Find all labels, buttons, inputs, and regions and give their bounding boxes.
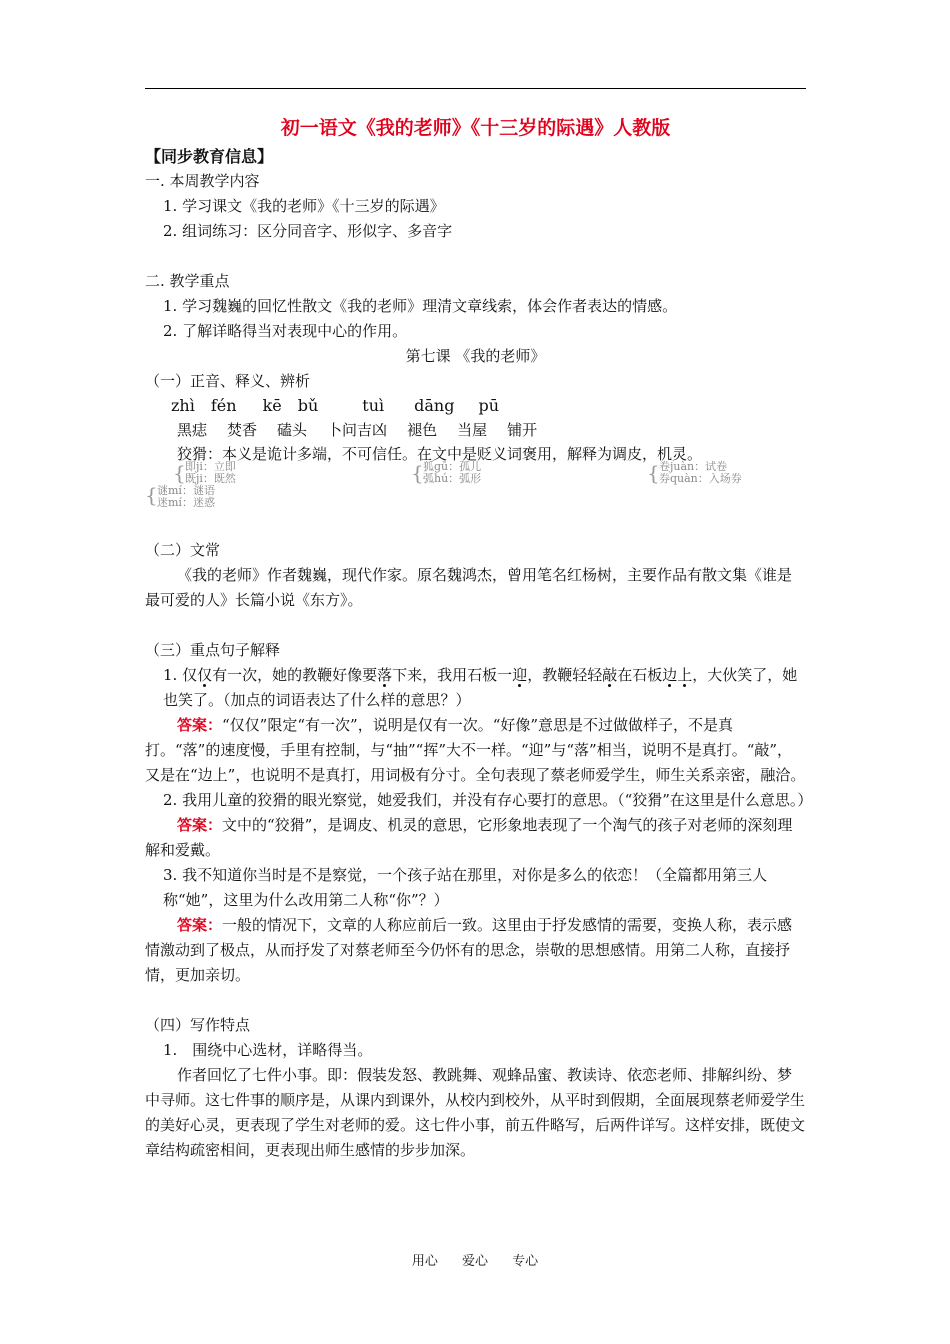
footer-word: 用心 xyxy=(411,1254,438,1269)
word: 铺开 xyxy=(507,421,538,439)
compare-item: 狐gū：孤儿 xyxy=(423,460,482,473)
word: 卜问吉凶 xyxy=(327,421,388,439)
footer-word: 专心 xyxy=(512,1254,539,1269)
pinyin: dāng xyxy=(414,396,455,415)
header-rule xyxy=(145,88,806,89)
answer-1: 答案：“仅仅”限定“有一次”，说明是仅有一次。“好像”意思是不过做做样子，不是真打。“落”的速度慢，手里有控制，与“抽”“挥”大不一样。“迎”与“落”相当，说明不是真打。“敲”，又是在“边上”，也说明不是真打，用词极有分寸。全句表现了蔡老师爱学生，师生关系亲密，融洽。 xyxy=(145,716,806,784)
answer-2: 答案：文中的“狡猾”，是调皮、机灵的意思，它形象地表现了一个淘气的孩子对老师的深刻理解和爱戴。 xyxy=(145,816,793,859)
pinyin-row xyxy=(145,394,806,418)
footer-word: 爱心 xyxy=(461,1254,488,1269)
part2-item: 1. 学习魏巍的回忆性散文《我的老师》理清文章线索，体会作者表达的情感。 xyxy=(163,297,678,315)
part1-item: 1. 学习课文《我的老师》《十三岁的际遇》 xyxy=(163,197,445,215)
compare-item: 弧hú：弧形 xyxy=(423,472,482,485)
part2-item: 2. 了解详略得当对表现中心的作用。 xyxy=(163,322,408,340)
document-body xyxy=(145,114,813,1163)
answer-3: 答案：一般的情况下，文章的人称应前后一致。这里由于抒发感情的需要，变换人称，表示感情激动到了极点，从而抒发了对蔡老师至今仍怀有的思念，崇敬的思想感情。用第二人称，直接抒情，更加亲切。 xyxy=(145,916,793,984)
compare-item: 卷juàn：试卷 xyxy=(659,460,728,473)
word: 当屋 xyxy=(457,421,488,439)
s1-heading: （一）正音、释义、辨析 xyxy=(145,372,311,390)
compare-item: 券quàn：入场券 xyxy=(659,472,742,485)
document-title: 初一语文《我的老师》《十三岁的际遇》人教版 xyxy=(280,117,671,139)
pinyin: pū xyxy=(478,396,500,415)
pinyin: kē xyxy=(262,396,282,415)
pinyin: fén xyxy=(210,396,237,415)
question-2: 2. 我用儿童的狡猾的眼光察觉，她爱我们，并没有存心要打的意思。（“狡猾”在这里是什么意思。） xyxy=(163,791,813,809)
question-1: 1. 仅仅有一次，她的教鞭好像要落下来，我用石板一迎，教鞭轻轻敲在石板边上，大伙笑了，她也笑了。（加点的词语表达了什么样的意思？） xyxy=(163,666,798,709)
compare-item: 即ji：立即 xyxy=(185,460,236,473)
part1-heading: 一. 本周教学内容 xyxy=(145,172,260,190)
section-header: 【同步教育信息】 xyxy=(145,147,274,166)
pinyin: bǔ xyxy=(297,396,319,415)
question-3: 3. 我不知道你当时是不是察觉，一个孩子站在那里，对你是多么的依恋！（全篇都用第三人称“她”，这里为什么改用第二人称“你”？） xyxy=(163,866,768,909)
compare-item: 谜mí：谜语 xyxy=(157,484,215,497)
compare-item: 既ji：既然 xyxy=(185,472,236,485)
note-jiaohua: 狡猾：本义是诡计多端，不可信任。在文中是贬义词褒用，解释为调皮，机灵。 xyxy=(177,445,703,463)
word: 焚香 xyxy=(227,421,258,439)
s4-heading: （四）写作特点 xyxy=(145,1016,251,1034)
compare-item: 迷mí：迷惑 xyxy=(157,496,215,509)
word: 黑痣 xyxy=(177,421,208,439)
s3-heading: （三）重点句子解释 xyxy=(145,641,281,659)
part1-item: 2. 组词练习：区分同音字、形似字、多音字 xyxy=(163,222,453,240)
part2-heading: 二. 教学重点 xyxy=(145,272,230,290)
s2-heading: （二）文常 xyxy=(145,541,221,559)
pinyin: zhì xyxy=(171,396,195,415)
page-footer xyxy=(0,1250,950,1269)
s4-item-1: 1. 围绕中心选材，详略得当。 xyxy=(163,1041,373,1059)
word: 褪色 xyxy=(407,421,438,439)
s2-text: 《我的老师》作者魏巍，现代作家。原名魏鸿杰，曾用笔名红杨树，主要作品有散文集《谁是最可爱的人》长篇小说《东方》。 xyxy=(145,566,793,609)
s4-text: 作者回忆了七件小事。即：假装发怒、教跳舞、观蜂品蜜、教读诗、依恋老师、排解纠纷、梦中寻师。这七件事的顺序是，从课内到课外，从校内到校外，从平时到假期，全面展现蔡老师爱学生的美好心灵，更表现了学生对老师的爱。这七件小事，前五件略写，后两件详写。这样安排，既使文章结构疏密相间，更表现出师生感情的步步加深。 xyxy=(145,1066,806,1159)
word-row xyxy=(145,418,806,442)
pinyin: tuì xyxy=(362,396,385,415)
word-comparison-image: { 即ji：立即 既ji：既然 { 狐gū：孤儿 弧hú：弧形 { 卷juàn：试卷 券quàn：入场券 { 谜mí：谜语 迷mí：迷惑 xyxy=(145,460,742,509)
lesson-title: 第七课 《我的老师》 xyxy=(405,347,546,365)
word: 磕头 xyxy=(277,421,308,439)
